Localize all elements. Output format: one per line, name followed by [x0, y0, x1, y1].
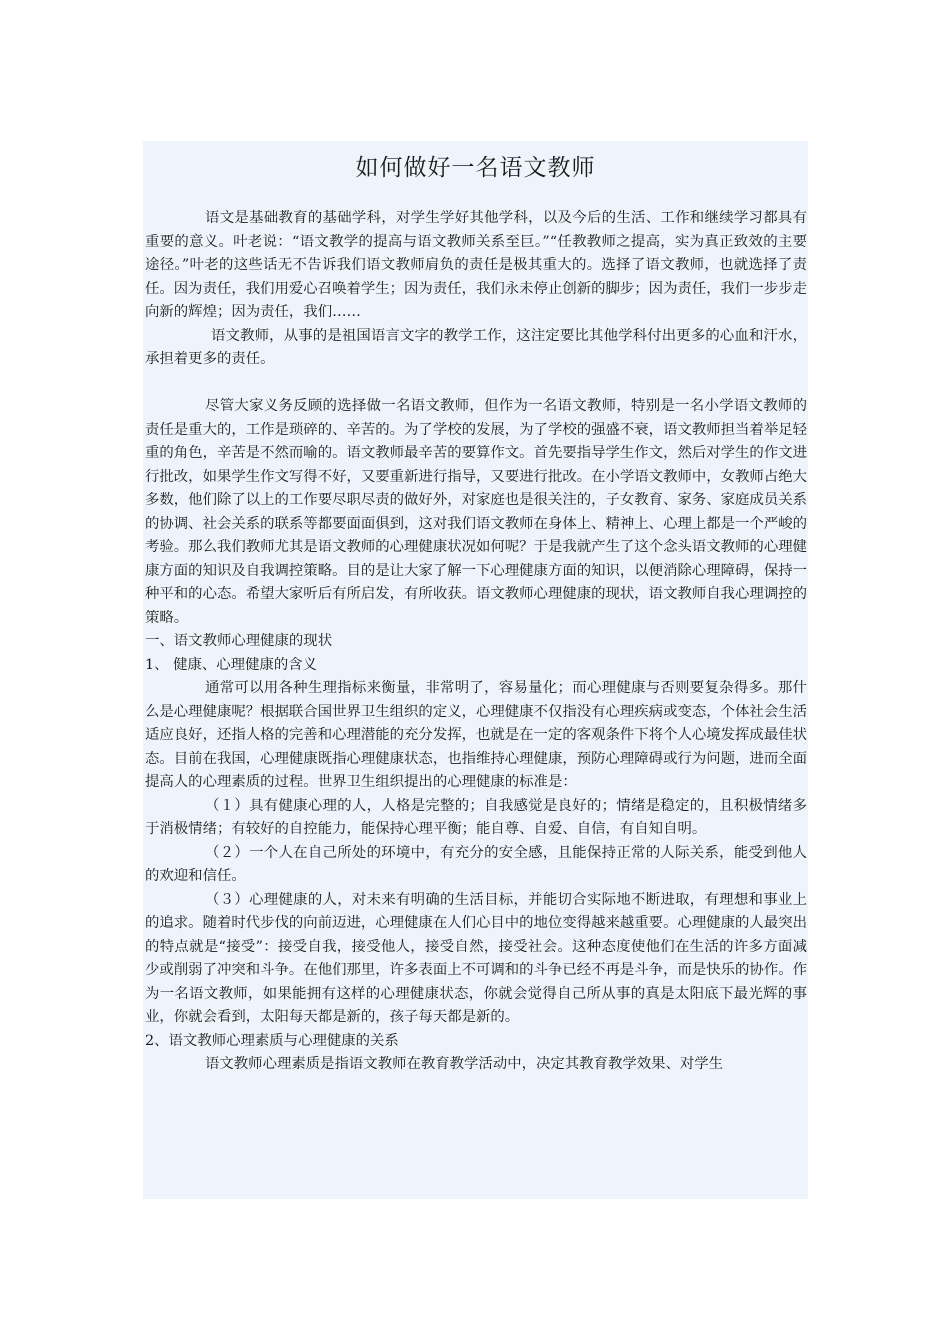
document-body [145, 207, 807, 1077]
paragraph-challenges: 尽管大家义务反顾的选择做一名语文教师，但作为一名语文教师，特别是一名小学语文教师的责任是重大的，工作是琐碎的、辛苦的。为了学校的发展，为了学校的强盛不衰，语文教师担当着举足轻重的角色，辛苦是不然而喻的。语文教师最辛苦的要算作文。首先要指导学生作文，然后对学生的作文进行批改，如果学生作文写得不好，又要重新进行指导，又要进行批改。在小学语文教师中，女教师占绝大多数，他们除了以上的工作要尽职尽责的做好外，对家庭也是很关注的，子女教育、家务、家庭成员关系的协调、社会关系的联系等都要面面俱到，这对我们语文教师在身体上、精神上、心理上都是一个严峻的考验。那么我们教师尤其是语文教师的心理健康状况如何呢？于是我就产生了这个念头语文教师的心理健康方面的知识及自我调控策略。目的是让大家了解一下心理健康方面的知识，以便消除心理障碍，保持一种平和的心态。希望大家听后有所启发，有所收获。语文教师心理健康的现状，语文教师自我心理调控的策略。 [145, 398, 807, 626]
section-heading-1: 一、语文教师心理健康的现状 [145, 633, 333, 649]
paragraph-spacer [145, 372, 807, 396]
list-item-standard-2: （２）一个人在自己所处的环境中，有充分的安全感，且能保持正常的人际关系，能受到他人的欢迎和信任。 [145, 844, 807, 884]
paragraph-definition: 通常可以用各种生理指标来衡量，非常明了，容易量化；而心理健康与否则要复杂得多。那什么是心理健康呢？根据联合国世界卫生组织的定义，心理健康不仅指没有心理疾病或变态，个体社会生活适应良好，还指人格的完善和心理潜能的充分发挥，也就是在一定的客观条件下将个人心境发挥成最佳状态。目前在我国，心理健康既指心理健康状态，也指维持心理健康，预防心理障碍或行为问题，进而全面提高人的心理素质的过程。世界卫生组织提出的心理健康的标准是： [145, 680, 807, 790]
subsection-heading-1: 1、 健康、心理健康的含义 [145, 656, 318, 673]
paragraph-quality: 语文教师心理素质是指语文教师在教育教学活动中，决定其教育教学效果、对学生 [205, 1056, 724, 1072]
subsection-heading-2: 2、语文教师心理素质与心理健康的关系 [145, 1032, 399, 1049]
paragraph-intro: 语文是基础教育的基础学科，对学生学好其他学科，以及今后的生活、工作和继续学习都具有重要的意义。叶老说：“语文教学的提高与语文教师关系至巨。”“任教教师之提高，实为真正致效的主要途径。”叶老的这些话无不告诉我们语文教师肩负的责任是极其重大的。选择了语文教师，也就选择了责任。因为责任，我们用爱心召唤着学生；因为责任，我们永未停止创新的脚步；因为责任，我们一步步走向新的辉煌；因为责任，我们…… [145, 210, 807, 320]
list-item-standard-3: （３）心理健康的人，对未来有明确的生活目标，并能切合实际地不断进取，有理想和事业上的追求。随着时代步伐的向前迈进，心理健康在人们心目中的地位变得越来越重要。心理健康的人最突出的特点就是“接受”：接受自我，接受他人，接受自然，接受社会。这种态度使他们在生活的许多方面减少或削弱了冲突和斗争。在他们那里，许多表面上不可调和的斗争已经不再是斗争，而是快乐的协作。作为一名语文教师，如果能拥有这样的心理健康状态，你就会觉得自己所从事的真是太阳底下最光辉的事业，你就会看到，太阳每天都是新的，孩子每天都是新的。 [145, 891, 807, 1025]
document-title: 如何做好一名语文教师 [355, 155, 596, 181]
list-item-standard-1: （１）具有健康心理的人，人格是完整的；自我感觉是良好的；情绪是稳定的，且积极情绪多于消极情绪；有较好的自控能力，能保持心理平衡；能自尊、自爱、自信，有自知自明。 [145, 797, 807, 837]
paragraph-responsibility: 语文教师，从事的是祖国语言文字的教学工作，这注定要比其他学科付出更多的心血和汗水，承担着更多的责任。 [145, 327, 807, 367]
document-page [143, 141, 808, 1199]
